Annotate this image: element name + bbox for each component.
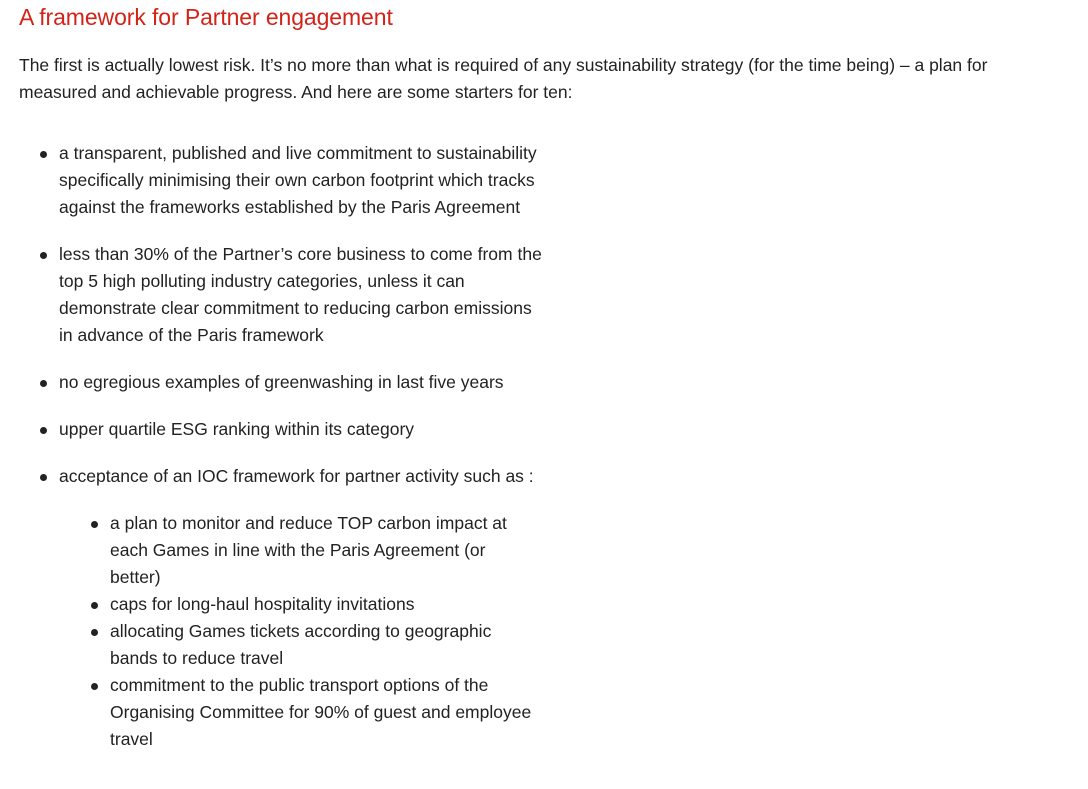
bullet-icon bbox=[40, 380, 47, 387]
list-item bbox=[19, 140, 1069, 221]
sub-criteria-list bbox=[59, 510, 1069, 753]
sub-list-item bbox=[59, 510, 1069, 591]
list-item bbox=[19, 369, 1069, 396]
list-item bbox=[19, 241, 1069, 349]
sub-list-item-text: a plan to monitor and reduce TOP carbon impact at each Games in line with the Paris Agreement (or better) bbox=[110, 513, 507, 587]
sub-list-item bbox=[59, 672, 1069, 753]
list-item-text: acceptance of an IOC framework for partner activity such as : bbox=[59, 466, 534, 486]
bullet-icon bbox=[40, 474, 47, 481]
sub-list-item-text: allocating Games tickets according to geographic bands to reduce travel bbox=[110, 621, 492, 668]
list-item-text: less than 30% of the Partner’s core business to come from the top 5 high polluting industry categories, unless it can demonstrate clear commitment to reducing carbon emissions in advance of the Paris framework bbox=[59, 244, 542, 345]
sub-list-item bbox=[59, 591, 1069, 618]
bullet-icon bbox=[91, 602, 98, 609]
bullet-icon bbox=[91, 683, 98, 690]
bullet-icon bbox=[91, 521, 98, 528]
list-item-text: no egregious examples of greenwashing in last five years bbox=[59, 372, 504, 392]
list-item-text: a transparent, published and live commitment to sustainability specifically minimising their own carbon footprint which tracks against the frameworks established by the Paris Agreement bbox=[59, 143, 537, 217]
intro-paragraph: The first is actually lowest risk. It’s no more than what is required of any sustainability strategy (for the time being) – a plan for measured and achievable progress. And here are some starters for ten: bbox=[19, 55, 988, 102]
bullet-icon bbox=[40, 252, 47, 259]
bullet-icon bbox=[40, 151, 47, 158]
sub-list-item-text: commitment to the public transport options of the Organising Committee for 90% of guest and employee travel bbox=[110, 675, 532, 749]
list-item-text: upper quartile ESG ranking within its category bbox=[59, 419, 415, 439]
list-item bbox=[19, 463, 1069, 753]
section-heading: A framework for Partner engagement bbox=[19, 4, 393, 30]
sub-list-item bbox=[59, 618, 1069, 672]
bullet-icon bbox=[40, 427, 47, 434]
list-item bbox=[19, 416, 1069, 443]
sub-list-item-text: caps for long-haul hospitality invitations bbox=[110, 594, 415, 614]
bullet-icon bbox=[91, 629, 98, 636]
criteria-list bbox=[19, 140, 1069, 753]
